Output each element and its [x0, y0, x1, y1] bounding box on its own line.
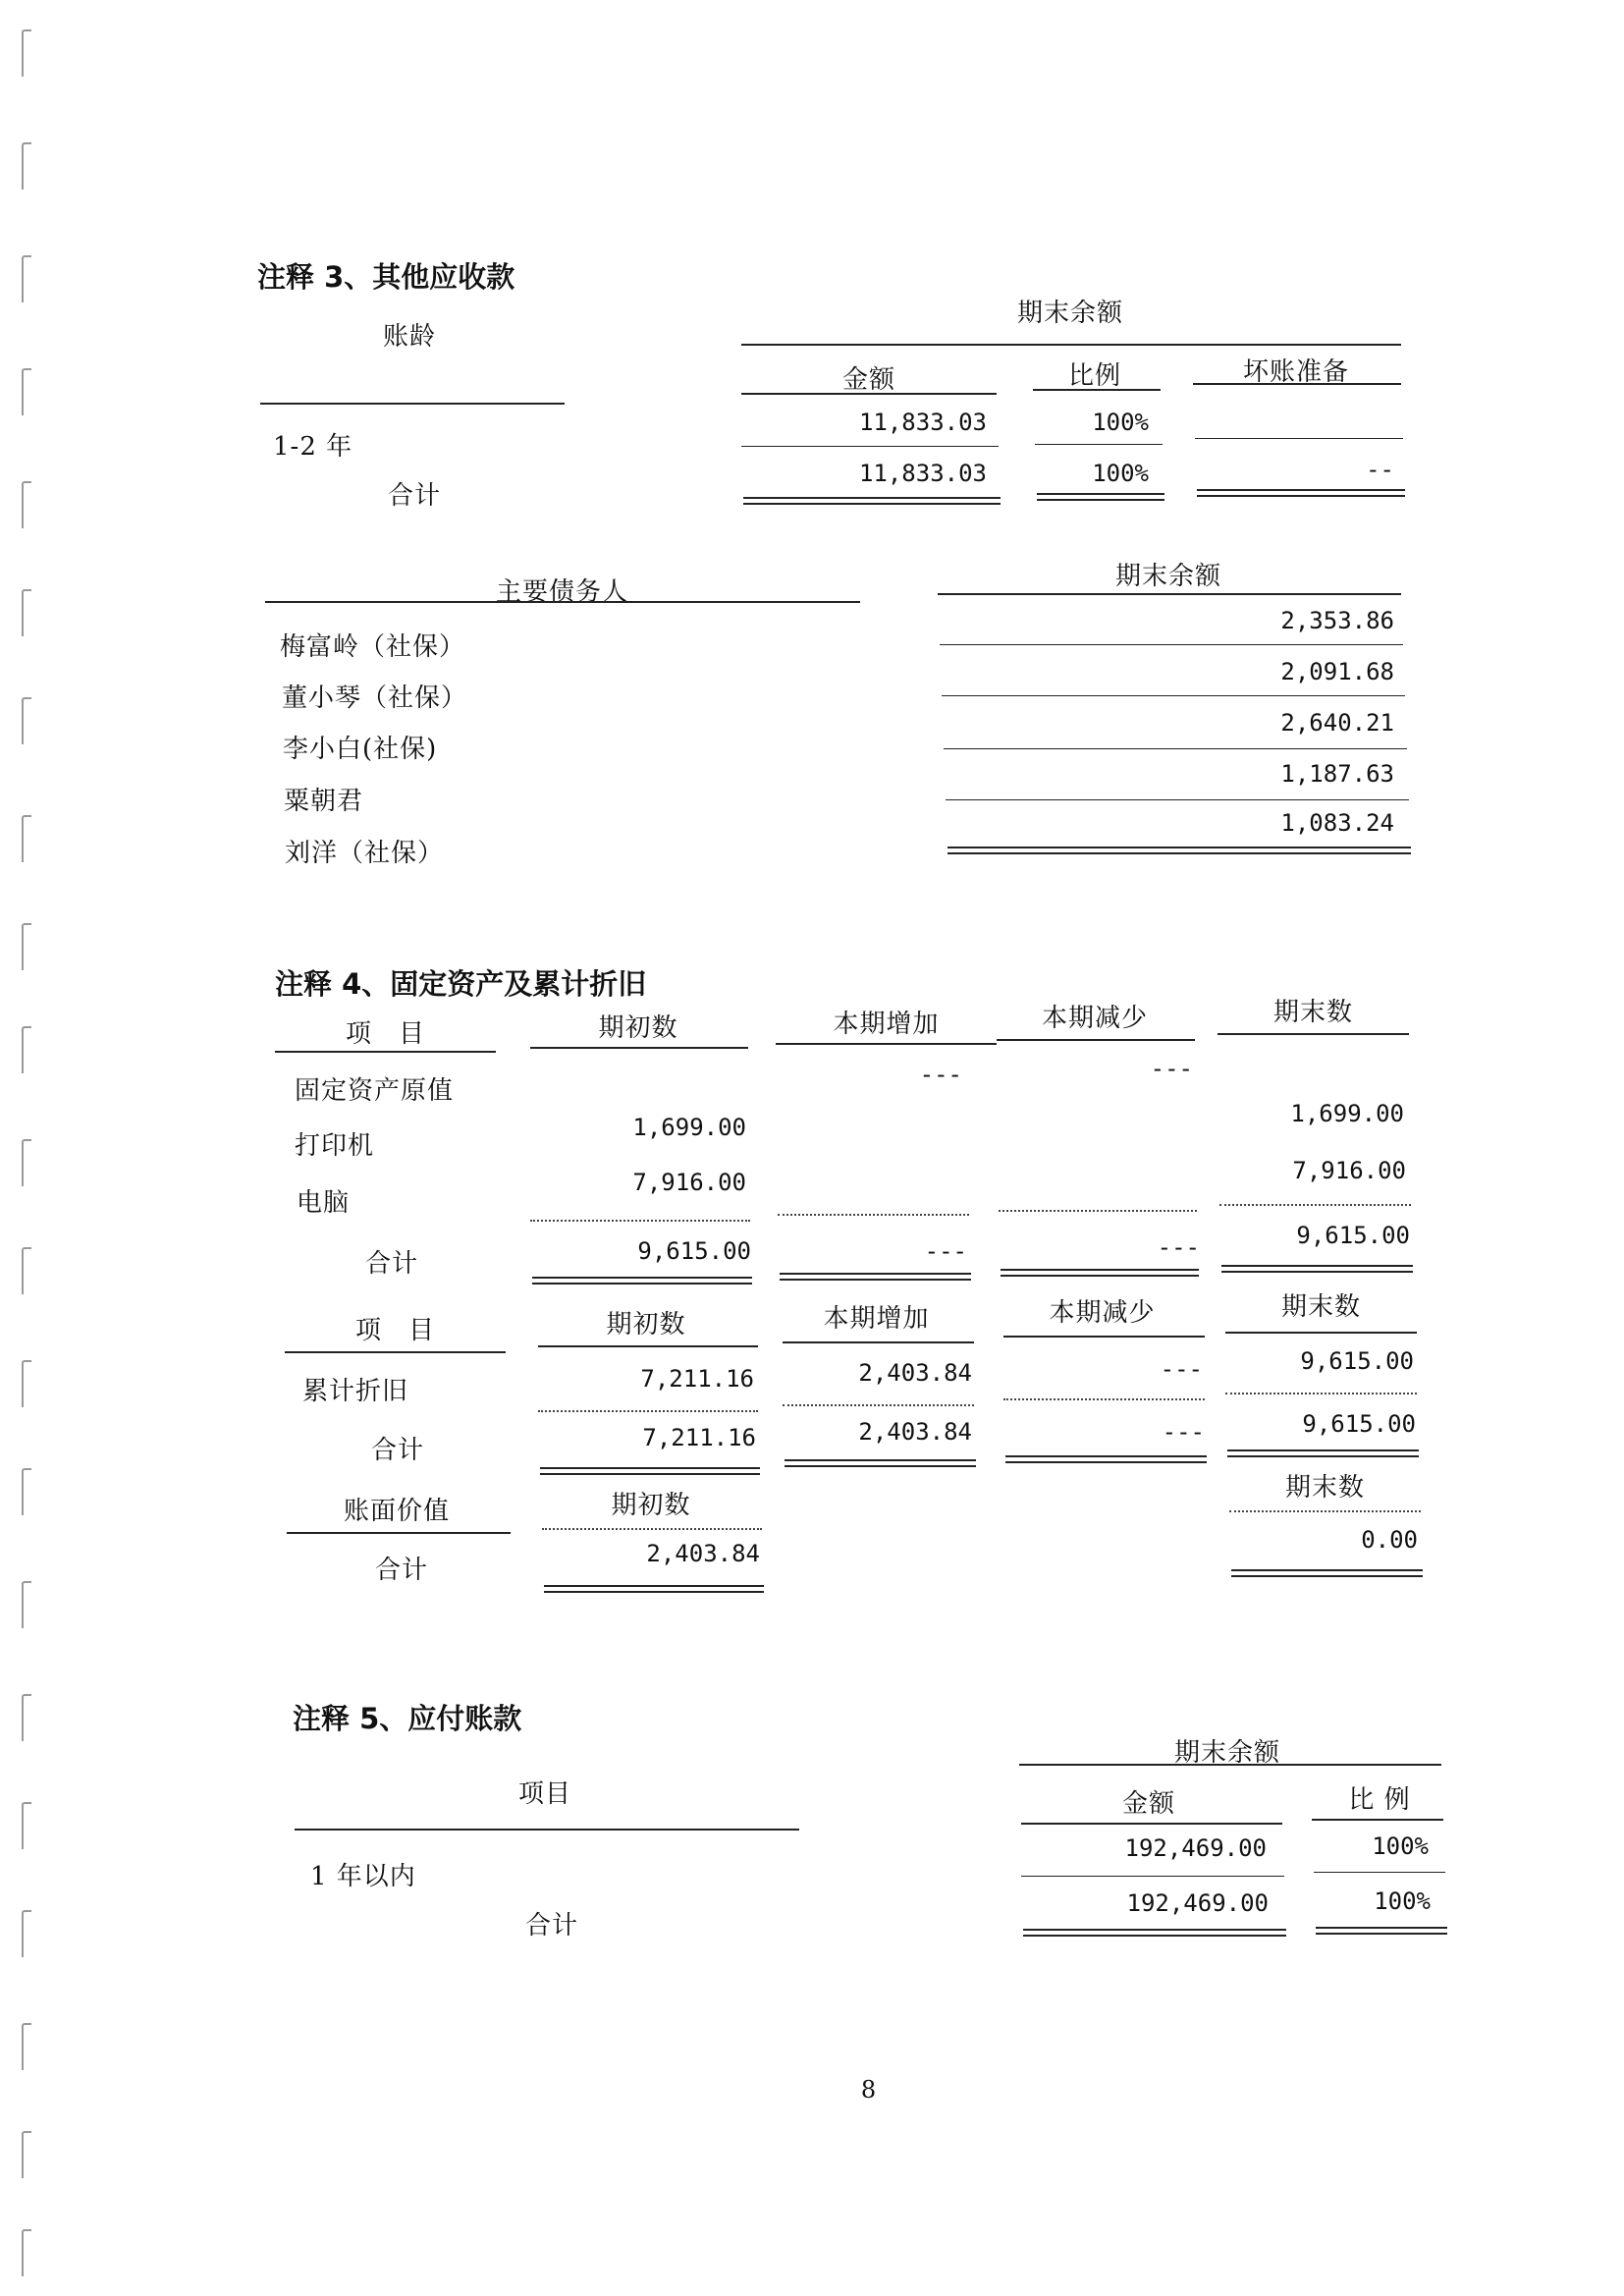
note4-dep-decrease: --- [1160, 1355, 1203, 1383]
note4-asset-begin: 1,699.00 [632, 1114, 746, 1141]
debtors-balance-rule [938, 593, 1401, 595]
note4-dep-header-rule [783, 1341, 974, 1343]
note4-asset-name: 电脑 [297, 1188, 351, 1218]
debtor-rule [946, 799, 1409, 800]
binding-mark [22, 1581, 31, 1628]
note3-total-rule [1037, 493, 1164, 501]
note3-total-baddebt: -- [1366, 456, 1394, 483]
binding-mark [22, 1247, 31, 1294]
note3-total-rule [1197, 489, 1405, 497]
binding-mark [22, 481, 31, 528]
note3-age-rule [260, 403, 565, 405]
debtor-balance: 2,640.21 [1280, 709, 1394, 737]
note4-header-rule [530, 1047, 748, 1049]
note3-amount-rule [741, 393, 997, 395]
note4-dep-total-begin: 7,211.16 [642, 1424, 756, 1451]
binding-mark [22, 368, 31, 415]
binding-mark [22, 29, 31, 77]
note3-total-ratio: 100% [1092, 460, 1149, 487]
binding-mark [22, 1139, 31, 1186]
note4-dep-increase: 2,403.84 [858, 1359, 972, 1387]
note3-ratio-rule [1033, 389, 1161, 391]
note4-header-rule [776, 1043, 997, 1045]
note5-row-rule [1314, 1872, 1445, 1873]
note4-dep-label: 累计折旧 [302, 1377, 409, 1406]
debtor-name: 李小白(社保) [283, 735, 438, 764]
note4-dep-col-item: 项 目 [354, 1316, 435, 1345]
binding-mark [22, 697, 31, 744]
note4-dotted-rule [778, 1214, 969, 1216]
note4-col-end: 期末数 [1272, 998, 1353, 1027]
note4-section-increase: --- [919, 1061, 962, 1088]
binding-mark [22, 1802, 31, 1849]
note4-dep-total-increase: 2,403.84 [858, 1418, 972, 1446]
note4-col-decrease: 本期减少 [1041, 1004, 1148, 1033]
debtor-balance: 1,083.24 [1280, 809, 1394, 837]
note4-dep-total-rule [785, 1459, 976, 1467]
note3-col-amount: 金额 [841, 365, 895, 395]
note5-col-item: 项目 [518, 1779, 572, 1809]
note4-dep-header-rule [1225, 1332, 1417, 1334]
note3-col-baddebt: 坏账准备 [1242, 357, 1349, 387]
note4-total-rule [1221, 1265, 1413, 1273]
debtor-name: 粟朝君 [284, 787, 364, 816]
debtor-name: 刘洋（社保） [285, 839, 445, 868]
note5-group-rule [1019, 1764, 1441, 1766]
note4-book-col-item: 账面价值 [344, 1497, 451, 1526]
note4-col-increase: 本期增加 [833, 1010, 940, 1039]
binding-mark [22, 142, 31, 190]
note4-book-col-end: 期末数 [1284, 1473, 1365, 1503]
note5-ratio-rule [1312, 1819, 1443, 1821]
page-number: 8 [860, 2076, 878, 2104]
note4-book-total-end: 0.00 [1361, 1526, 1418, 1554]
debtor-balance: 2,353.86 [1280, 607, 1394, 634]
note4-header-rule [1218, 1033, 1409, 1035]
note4-total-rule [1001, 1269, 1199, 1277]
note3-total-label: 合计 [388, 481, 442, 511]
binding-mark [22, 1360, 31, 1407]
note4-asset-total-begin: 9,615.00 [637, 1237, 751, 1265]
binding-mark [22, 1910, 31, 1957]
debtor-rule [942, 695, 1405, 696]
note5-row-label: 1 年以内 [310, 1862, 416, 1891]
note4-dep-dotted-rule [783, 1404, 974, 1406]
note4-section-decrease: --- [1150, 1055, 1193, 1082]
note4-asset-total-end: 9,615.00 [1296, 1222, 1410, 1249]
note5-total-amount: 192,469.00 [1126, 1889, 1269, 1917]
debtor-name: 董小琴（社保） [282, 683, 468, 713]
note4-dep-header-rule [1003, 1336, 1205, 1338]
note3-total-amount: 11,833.03 [858, 460, 987, 487]
note4-dep-total-rule [1005, 1455, 1207, 1463]
note4-book-total-rule [544, 1585, 764, 1593]
binding-mark [22, 2023, 31, 2070]
note4-total-rule [780, 1273, 971, 1281]
note3-group-header: 期末余额 [1016, 299, 1123, 328]
note3-col-age: 账龄 [383, 322, 437, 352]
note4-dotted-rule [999, 1210, 1197, 1212]
binding-mark [22, 589, 31, 636]
note3-heading: 注释 3、其他应收款 [257, 260, 515, 294]
note4-book-header-rule [542, 1528, 762, 1530]
note4-dep-total-label: 合计 [371, 1436, 425, 1465]
note4-col-item: 项 目 [345, 1019, 425, 1049]
note3-row-label: 1-2 年 [273, 432, 353, 462]
note4-dotted-rule [1219, 1204, 1411, 1206]
note5-total-rule [1023, 1929, 1286, 1937]
note5-amount-rule [1021, 1823, 1282, 1825]
note4-dep-dotted-rule [1003, 1398, 1205, 1400]
note4-dep-begin: 7,211.16 [640, 1365, 754, 1393]
note4-dep-col-end: 期末数 [1280, 1292, 1361, 1322]
note5-total-rule [1316, 1927, 1447, 1935]
note4-dep-header-rule [285, 1351, 506, 1353]
binding-mark [22, 1468, 31, 1515]
note4-section-label: 固定资产原值 [295, 1076, 455, 1106]
note5-col-ratio: 比 例 [1348, 1785, 1411, 1815]
binding-mark [22, 1694, 31, 1741]
note3-baddebt-rule [1193, 383, 1401, 385]
binding-mark [22, 923, 31, 970]
note4-dep-col-decrease: 本期减少 [1049, 1298, 1156, 1328]
debtor-name: 梅富岭（社保） [280, 632, 466, 662]
note5-row-amount: 192,469.00 [1124, 1834, 1267, 1862]
debtors-col-balance: 期末余额 [1114, 562, 1221, 591]
note5-total-label: 合计 [525, 1911, 579, 1941]
note3-row-amount: 11,833.03 [858, 409, 987, 436]
note3-total-rule [743, 497, 1001, 505]
note4-dep-total-decrease: --- [1162, 1418, 1205, 1446]
note4-dep-dotted-rule [538, 1410, 758, 1412]
note4-dep-col-increase: 本期增加 [823, 1304, 930, 1334]
binding-mark [22, 2131, 31, 2178]
note5-row-ratio: 100% [1372, 1832, 1429, 1860]
note5-col-amount: 金额 [1121, 1789, 1175, 1819]
note3-row-rule [1035, 444, 1163, 445]
note3-col-ratio: 比例 [1067, 361, 1121, 391]
binding-mark [22, 815, 31, 862]
debtors-name-rule [265, 601, 860, 603]
note5-heading: 注释 5、应付账款 [293, 1702, 522, 1735]
note3-group-rule [741, 344, 1401, 346]
note5-item-rule [295, 1829, 799, 1831]
note5-row-rule [1021, 1876, 1284, 1877]
note4-asset-begin: 7,916.00 [632, 1169, 746, 1196]
note4-col-begin: 期初数 [598, 1013, 678, 1043]
note4-asset-total-decrease: --- [1157, 1233, 1200, 1261]
note4-book-header-rule [1229, 1510, 1421, 1512]
note4-dep-end: 9,615.00 [1300, 1347, 1414, 1375]
note4-book-total-label: 合计 [375, 1556, 429, 1585]
note4-asset-end: 7,916.00 [1292, 1157, 1406, 1184]
note3-row-rule [1195, 438, 1403, 439]
note4-total-rule [532, 1277, 752, 1285]
note5-group-header: 期末余额 [1173, 1738, 1280, 1768]
note4-asset-total-label: 合计 [365, 1249, 419, 1279]
note3-row-rule [741, 446, 999, 447]
note5-total-ratio: 100% [1374, 1887, 1431, 1915]
note4-book-header-rule [287, 1532, 511, 1534]
note4-asset-name: 打印机 [295, 1131, 375, 1161]
binding-mark [22, 255, 31, 302]
note3-row-ratio: 100% [1092, 409, 1149, 436]
debtor-balance: 1,187.63 [1280, 760, 1394, 788]
debtor-rule [940, 644, 1403, 645]
note4-heading: 注释 4、固定资产及累计折旧 [275, 967, 647, 1001]
binding-mark [22, 2229, 31, 2276]
note4-dep-total-end: 9,615.00 [1302, 1410, 1416, 1438]
note4-asset-end: 1,699.00 [1290, 1100, 1404, 1127]
note4-header-rule [275, 1051, 496, 1053]
debtors-col-name: 主要债务人 [496, 577, 629, 607]
debtor-rule [944, 748, 1407, 749]
note4-header-rule [997, 1039, 1195, 1041]
note4-book-total-begin: 2,403.84 [646, 1540, 760, 1567]
note4-dep-total-rule [540, 1467, 760, 1475]
note4-book-col-begin: 期初数 [611, 1491, 691, 1520]
note4-dep-col-begin: 期初数 [606, 1310, 686, 1339]
note4-dotted-rule [530, 1220, 750, 1222]
debtors-total-rule [947, 847, 1411, 854]
note4-asset-total-increase: --- [924, 1237, 967, 1265]
note4-dep-total-rule [1227, 1449, 1419, 1457]
note4-book-total-rule [1231, 1569, 1423, 1577]
note4-dep-header-rule [538, 1345, 758, 1347]
debtor-balance: 2,091.68 [1280, 658, 1394, 685]
binding-mark [22, 1026, 31, 1073]
note4-dep-dotted-rule [1225, 1393, 1417, 1394]
